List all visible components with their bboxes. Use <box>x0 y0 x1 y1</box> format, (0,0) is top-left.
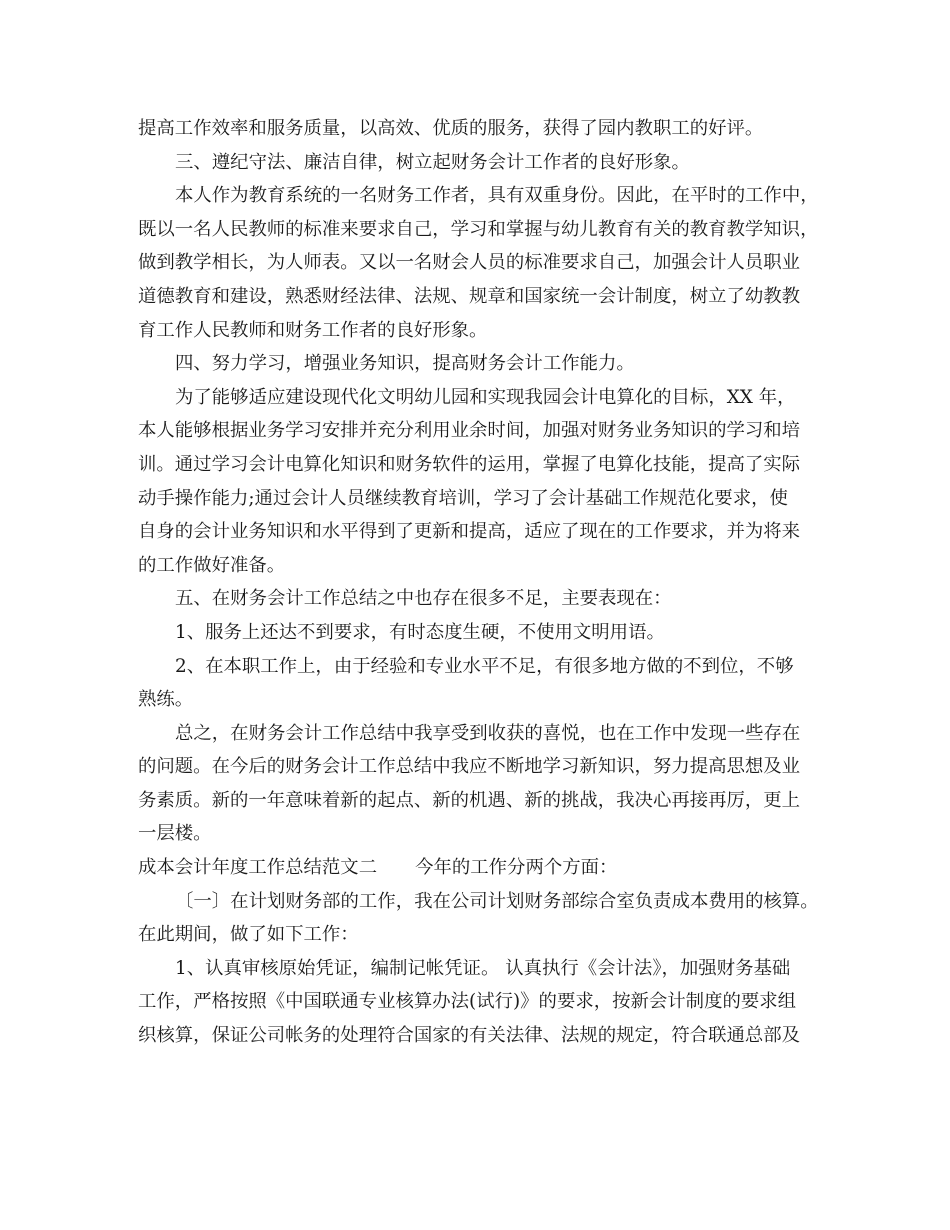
section-title: 成本会计年度工作总结范文二 <box>138 857 378 879</box>
text-line: 熟练。 <box>138 689 194 711</box>
text-line: 2、在本职工作上，由于经验和专业水平不足，有很多地方做的不到位，不够 <box>175 655 794 677</box>
text-line: 1、认真审核原始凭证，编制记帐凭证。 认真执行《会计法》，加强财务基础 <box>175 957 791 979</box>
paragraph-block-part-two <box>138 885 828 1053</box>
text-line: 1、服务上还达不到要求，有时态度生硬，不使用文明用语。 <box>175 621 665 643</box>
paragraph-block-part-one <box>138 112 828 851</box>
text-line: 本人作为教育系统的一名财务工作者，具有双重身份。因此，在平时的工作中， <box>175 185 819 207</box>
text-line: 〔一〕在计划财务部的工作，我在公司计划财务部综合室负责成本费用的核算。 <box>175 890 819 912</box>
text-line: 提高工作效率和服务质量，以高效、优质的服务，获得了园内教职工的好评。 <box>138 118 764 139</box>
text-line: 织核算，保证公司帐务的处理符合国家的有关法律、法规的规定，符合联通总部及 <box>138 1025 801 1047</box>
text-line: 既以一名人民教师的标准来要求自己，学习和掌握与幼儿教育有关的教育教学知识， <box>138 218 819 240</box>
text-line: 本人能够根据业务学习安排并充分利用业余时间，加强对财务业务知识的学习和培 <box>138 420 801 442</box>
text-line: 三、遵纪守法、廉洁自律，树立起财务会计工作者的良好形象。 <box>175 151 690 173</box>
section-subtitle: 今年的工作分两个方面： <box>415 857 618 879</box>
text-line: 育工作人民教师和财务工作者的良好形象。 <box>138 319 488 341</box>
text-line: 做到教学相长，为人师表。又以一名财会人员的标准要求自己，加强会计人员职业 <box>138 252 801 274</box>
text-line: 务素质。新的一年意味着新的起点、新的机遇、新的挑战，我决心再接再厉，更上 <box>138 789 801 811</box>
text-line: 一层楼。 <box>138 823 212 845</box>
text-line: 的问题。在今后的财务会计工作总结中我应不断地学习新知识，努力提高思想及业 <box>138 756 801 778</box>
section-heading <box>138 851 828 885</box>
text-line: 在此期间，做了如下工作： <box>138 924 359 946</box>
text-line: 为了能够适应建设现代化文明幼儿园和实现我园会计电算化的目标，XX 年， <box>175 386 796 408</box>
text-line: 总之，在财务会计工作总结中我享受到收获的喜悦，也在工作中发现一些存在 <box>175 722 801 744</box>
text-line: 道德教育和建设，熟悉财经法律、法规、规章和国家统一会计制度，树立了幼教教 <box>138 285 801 307</box>
text-line: 的工作做好准备。 <box>138 554 286 576</box>
text-line: 工作，严格按照《中国联通专业核算办法(试行)》的要求，按新会计制度的要求组 <box>138 991 797 1013</box>
text-line: 自身的会计业务知识和水平得到了更新和提高，适应了现在的工作要求，并为将来 <box>138 521 801 543</box>
text-line: 动手操作能力;通过会计人员继续教育培训，学习了会计基础工作规范化要求，使 <box>138 487 788 509</box>
document-body <box>138 112 828 1053</box>
text-line: 四、努力学习，增强业务知识，提高财务会计工作能力。 <box>175 353 635 375</box>
text-line: 训。通过学习会计电算化知识和财务软件的运用，掌握了电算化技能，提高了实际 <box>138 453 801 475</box>
text-line: 五、在财务会计工作总结之中也存在很多不足，主要表现在： <box>175 588 672 610</box>
